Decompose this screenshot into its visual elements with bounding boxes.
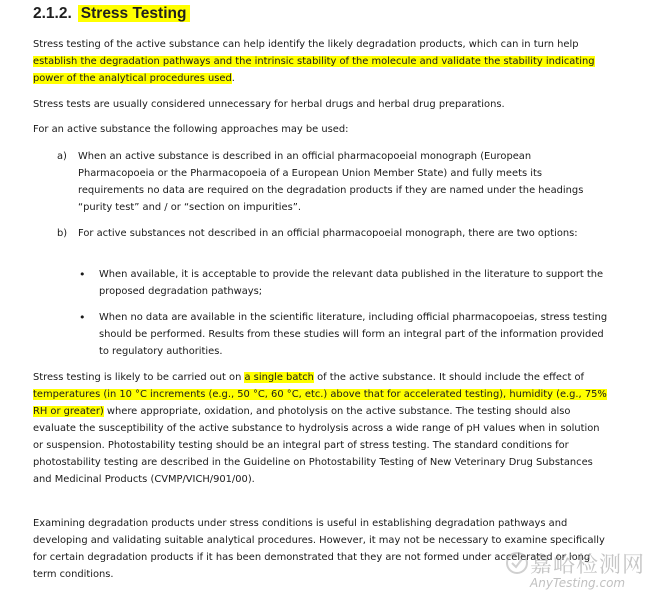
list-item-a: When an active substance is described in an official pharmacopoeial monograph (European Pharmacopoeia or the Pharmacopoeia of a European Union Member State) and fully meets its requirements no data are required on the degradation products if they are named under the headings “purity test” and / or “section on impurities”. xyxy=(78,151,584,213)
degradation-products-paragraph: Examining degradation products under stress conditions is useful in establishing degradation pathways and developing and validating suitable analytical procedures. However, it may not be necessary to examine specifically for certain degradation products if it has been demonstrated that they are not formed under accelerated or long term conditions. xyxy=(33,518,605,580)
section-heading xyxy=(33,2,190,26)
herbal-paragraph: Stress tests are usually considered unnecessary for herbal drugs and herbal drug preparations. xyxy=(33,99,505,110)
intro-highlight: establish the degradation pathways and the intrinsic stability of the molecule and validate the stability indicating power of the analytical procedures used xyxy=(33,56,595,84)
stress-text-1: Stress testing is likely to be carried out on xyxy=(33,372,245,383)
list-item-b: For active substances not described in an official pharmacopoeial monograph, there are two options: xyxy=(78,228,578,239)
stress-conditions-paragraph xyxy=(33,369,611,488)
watermark-english: AnyTesting.com xyxy=(530,576,626,590)
stress-text-3: where appropriate, oxidation, and photolysis on the active substance. The testing should also evaluate the susceptibility of the active substance to hydrolysis across a wide range of pH values when in solution or suspension. Photostability testing should be an integral part of stress testing. The standard conditions for photostability testing are described in the Guideline on Photostability Testing of New Veterinary Drug Substances and Medicinal Products (CVMP/VICH/901/00). xyxy=(33,406,600,485)
single-batch-highlight: a single batch xyxy=(244,372,314,383)
list-marker-b: b) xyxy=(57,228,68,239)
approaches-paragraph: For an active substance the following approaches may be used: xyxy=(33,124,349,135)
intro-end: . xyxy=(231,73,235,84)
watermark-logo-icon xyxy=(505,551,529,575)
intro-text: Stress testing of the active substance can help identify the likely degradation products, which can in turn help xyxy=(33,39,579,50)
watermark-chinese: 嘉峪检测网 xyxy=(530,553,646,578)
stress-text-2: of the active substance. It should include the effect of xyxy=(313,372,584,383)
bullet-item: When no data are available in the scientific literature, including official pharmacopoeias, stress testing should be performed. Results from these studies will form an integral part of the information provided to regulatory authorities. xyxy=(99,312,608,357)
bullet-marker: • xyxy=(79,268,86,281)
bullet-marker: • xyxy=(79,311,86,324)
section-title: Stress Testing xyxy=(78,5,191,22)
intro-paragraph xyxy=(33,36,611,87)
list-marker-a: a) xyxy=(57,151,67,162)
temperature-humidity-highlight: temperatures (in 10 °C increments (e.g., 50 °C, 60 °C, etc.) above that for accelerated testing), humidity (e.g., 75% RH or greater) xyxy=(33,389,607,417)
section-number: 2.1.2. xyxy=(33,5,72,22)
bullet-item: When available, it is acceptable to provide the relevant data published in the literature to support the proposed degradation pathways; xyxy=(99,269,604,297)
